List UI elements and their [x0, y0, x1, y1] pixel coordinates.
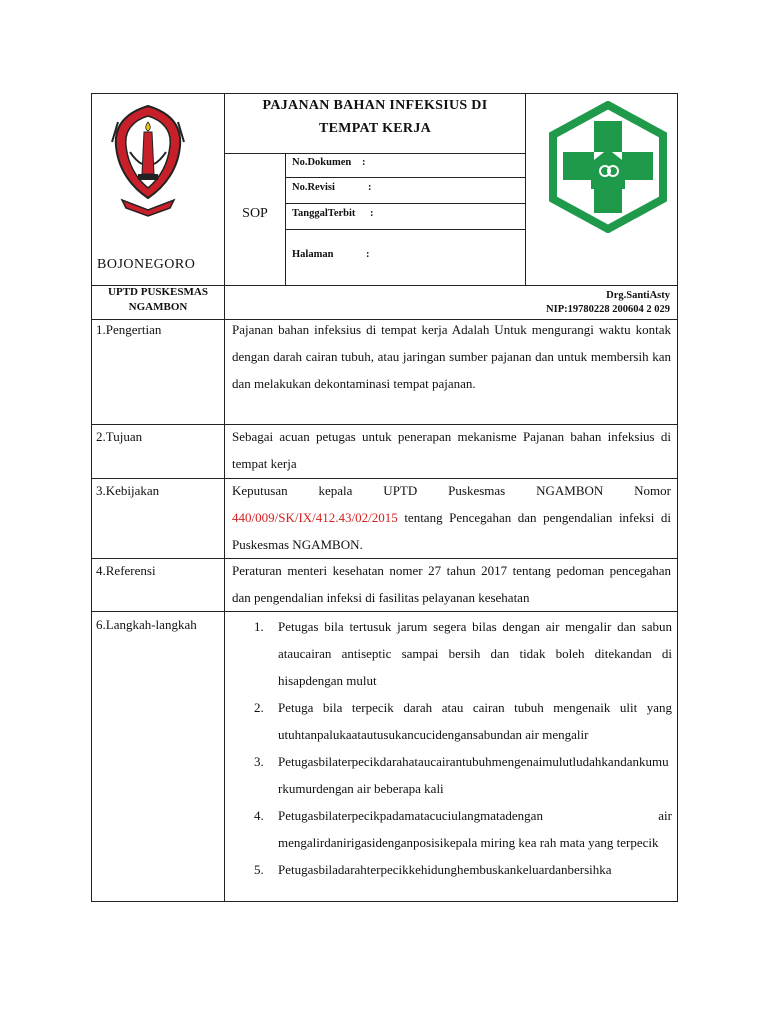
meta-sep: :: [370, 208, 374, 219]
unit-line-1: UPTD PUSKESMAS: [108, 286, 208, 298]
signer-name: Drg.SantiAsty: [606, 290, 670, 301]
section-label-langkah: 6.Langkah-langkah: [96, 617, 197, 632]
step-text: Petugasbilaterpecikpadamatacuciulangmatadengan air mengalirdanirigasidenganposisikepala miring kea rah mata yang terpecik: [278, 808, 672, 850]
step-text: Petugasbilaterpecikdarahataucairantubuhmengenaimulutludahkandankumurkumurdengan air beberapa kali: [278, 754, 669, 796]
title-line-2: TEMPAT KERJA: [318, 121, 432, 136]
meta-tanggal-terbit: [292, 208, 374, 219]
step-number: 1.: [254, 619, 264, 634]
section-label-kebijakan: 3.Kebijakan: [96, 483, 160, 498]
document-title: [226, 94, 524, 140]
meta-no-dokumen: [292, 157, 366, 168]
section-text-tujuan: Sebagai acuan petugas untuk penerapan mekanisme Pajanan bahan infeksius di tempat kerja: [232, 429, 671, 471]
signer-nip: NIP:19780228 200604 2 029: [546, 304, 670, 315]
section-text-referensi: Peraturan menteri kesehatan nomer 27 tahun 2017 tentang pedoman pencegahan dan pengendalian infeksi di fasilitas pelayanan kesehatan: [232, 563, 671, 605]
step-number: 2.: [254, 700, 264, 715]
meta-label: No.Dokumen: [292, 157, 352, 168]
meta-label: Halaman: [292, 249, 334, 260]
step-number: 5.: [254, 862, 264, 877]
region-name: BOJONEGORO: [97, 257, 196, 272]
meta-label: TanggalTerbit: [292, 208, 356, 219]
section-label-referensi: 4.Referensi: [96, 563, 156, 578]
kebijakan-text-after: tentang Pencegahan dan pengendalian infeksi di Puskesmas NGAMBON.: [232, 510, 671, 552]
list-item: [232, 802, 672, 856]
step-text: Petugas bila tertusuk jarum segera bilas dengan air mengalir dan sabun ataucairan antiseptic sampai bersih dan tidak boleh ditekandan di hisapdengan mulut: [278, 619, 672, 688]
kebijakan-text-before: Keputusan kepala UPTD Puskesmas NGAMBON Nomor: [232, 483, 671, 498]
step-text: Petugasbiladarahterpecikkehidunghembuskankeluardanbersihka: [278, 862, 612, 877]
list-item: [232, 613, 672, 694]
meta-sep: :: [362, 157, 366, 168]
section-label-pengertian: 1.Pengertian: [96, 322, 162, 337]
unit-name: [92, 285, 224, 315]
step-number: 4.: [254, 808, 264, 823]
meta-label: No.Revisi: [292, 182, 335, 193]
list-item: [232, 694, 672, 748]
meta-no-revisi: [292, 182, 372, 193]
step-text: Petuga bila terpecik darah atau cairan tubuh mengenaik ulit yang utuhtanpalukaatautusukancucidengansabundan air mengalir: [278, 700, 672, 742]
section-label-tujuan: 2.Tujuan: [96, 429, 143, 444]
list-item: [232, 856, 672, 883]
section-text-pengertian: Pajanan bahan infeksius di tempat kerja Adalah Untuk mengurangi waktu kontak dengan darah cairan tubuh, atau jaringan sumber pajanan dan untuk membersih kan dan melakukan dekontaminasi tempat pajanan.: [232, 322, 671, 391]
puskesmas-logo: [547, 101, 669, 238]
list-item: [232, 748, 672, 802]
unit-line-2: NGAMBON: [128, 301, 188, 313]
meta-sep: :: [368, 182, 372, 193]
meta-halaman: [292, 249, 370, 260]
steps-list: [232, 613, 672, 883]
step-number: 3.: [254, 754, 264, 769]
sop-label: SOP: [242, 206, 268, 221]
section-text-kebijakan: [232, 477, 671, 558]
bojonegoro-emblem: [108, 102, 188, 231]
meta-sep: :: [366, 249, 370, 260]
kebijakan-decree-number: 440/009/SK/IX/412.43/02/2015: [232, 510, 398, 525]
title-line-1: PAJANAN BAHAN INFEKSIUS DI: [262, 98, 488, 113]
